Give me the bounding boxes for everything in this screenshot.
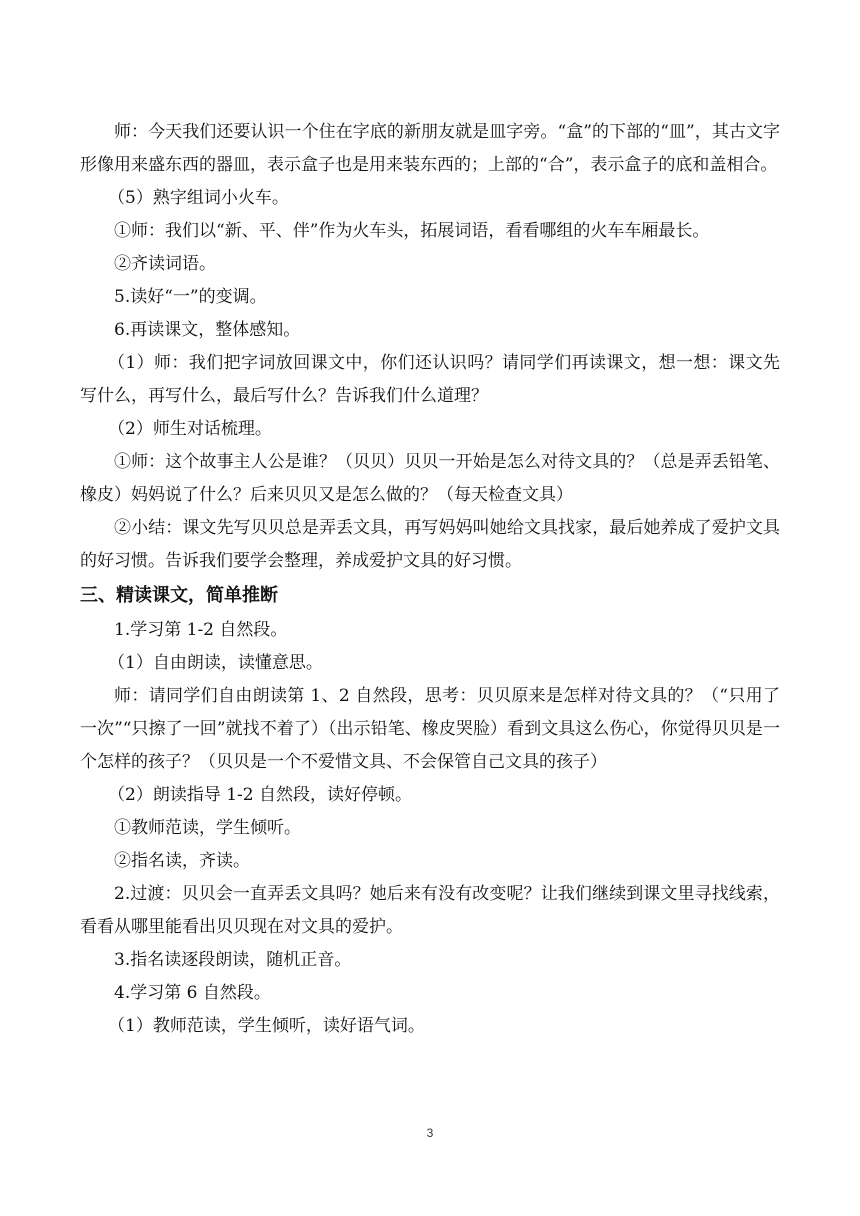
paragraph: ①教师范读，学生倾听。: [114, 818, 301, 838]
paragraph: 师：请同学们自由朗读第 1、2 自然段，思考：贝贝原来是怎样对待文具的？（“只用了一次”“只擦了一回”就找不着了）（出示铅笔、橡皮哭脸）看到文具这么伤心，你觉得贝贝是一个怎样的孩子？（贝贝是一个不爱惜文具、不会保管自己文具的孩子）: [80, 686, 780, 772]
paragraph: 3.指名读逐段朗读，随机正音。: [114, 950, 352, 970]
paragraph: 5.读好“一”的变调。: [114, 287, 267, 307]
paragraph: 师：今天我们还要认识一个住在字底的新朋友就是皿字旁。“盒”的下部的“皿”，其古文字形像用来盛东西的器皿，表示盒子也是用来装东西的；上部的“合”，表示盒子的底和盖相合。: [80, 122, 780, 175]
paragraph: 6.再读课文，整体感知。: [114, 320, 301, 340]
paragraph: （1）自由朗读，读懂意思。: [108, 653, 323, 673]
paragraph: ②齐读词语。: [114, 254, 216, 274]
paragraph: （5）熟字组词小火车。: [108, 188, 289, 208]
paragraph: 2.过渡：贝贝会一直弄丢文具吗？她后来有没有改变呢？让我们继续到课文里寻找线索，看看从哪里能看出贝贝现在对文具的爱护。: [80, 884, 780, 937]
paragraph: （2）师生对话梳理。: [108, 419, 272, 439]
paragraph: （1）教师范读，学生倾听，读好语气词。: [108, 1016, 425, 1036]
section-heading: 三、精读课文，简单推断: [80, 585, 278, 606]
page-number: 3: [426, 1126, 434, 1140]
paragraph: 1.学习第 1-2 自然段。: [114, 620, 288, 640]
paragraph: ②指名读，齐读。: [114, 851, 250, 871]
paragraph: ①师：我们以“新、平、伴”作为火车头，拓展词语，看看哪组的火车车厢最长。: [114, 221, 710, 241]
paragraph: （1）师：我们把字词放回课文中，你们还认识吗？请同学们再读课文，想一想：课文先写什么，再写什么，最后写什么？告诉我们什么道理？: [80, 353, 780, 406]
paragraph: 4.学习第 6 自然段。: [114, 983, 271, 1003]
paragraph: ①师：这个故事主人公是谁？（贝贝）贝贝一开始是怎么对待文具的？（总是弄丢铅笔、橡皮）妈妈说了什么？后来贝贝又是怎么做的？（每天检查文具）: [80, 452, 780, 505]
paragraph: ②小结：课文先写贝贝总是弄丢文具，再写妈妈叫她给文具找家，最后她养成了爱护文具的好习惯。告诉我们要学会整理，养成爱护文具的好习惯。: [80, 518, 780, 571]
paragraph: （2）朗读指导 1-2 自然段，读好停顿。: [108, 785, 412, 805]
document-body: [80, 116, 780, 1043]
